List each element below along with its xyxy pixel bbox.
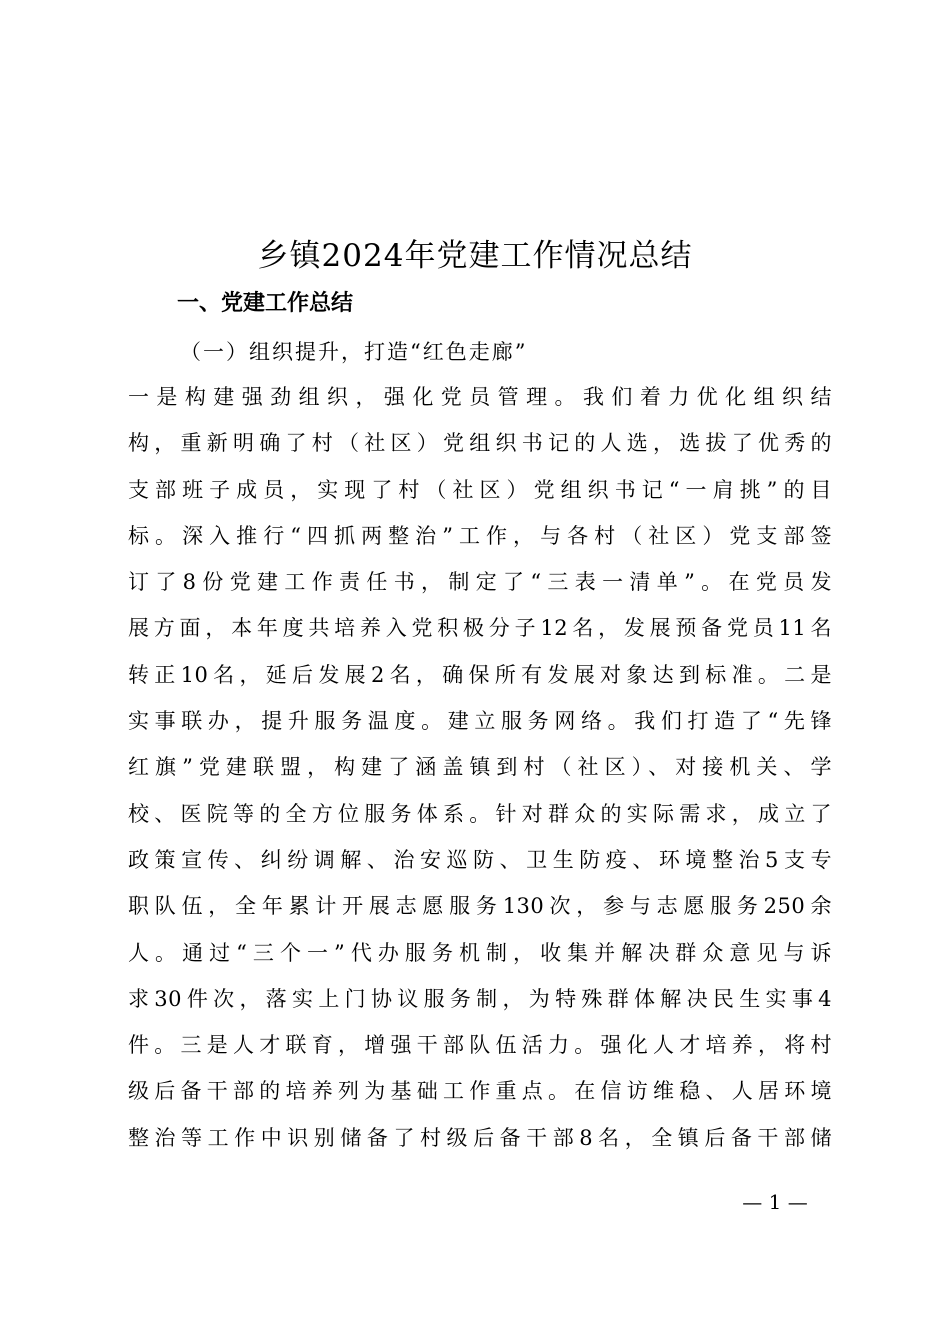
body-line: 支部班子成员，实现了村（社区）党组织书记“一肩挑”的目 — [128, 477, 832, 502]
body-line: 标。深入推行“四抓两整治”工作，与各村（社区）党支部签 — [128, 523, 832, 548]
body-paragraph — [128, 374, 832, 1161]
body-line: 订了8份党建工作责任书，制定了“三表一清单”。在党员发 — [128, 570, 832, 595]
body-line: 政策宣传、纠纷调解、治安巡防、卫生防疫、环境整治5支专 — [128, 847, 832, 872]
body-line: 求30件次，落实上门协议服务制，为特殊群体解决民生实事4 — [128, 986, 832, 1011]
body-line: 校、医院等的全方位服务体系。针对群众的实际需求，成立了 — [128, 801, 832, 826]
page-number: — 1 — — [742, 1190, 808, 1214]
body-line: 红旗”党建联盟，构建了涵盖镇到村（社区）、对接机关、学 — [128, 755, 832, 780]
body-line: 实事联办，提升服务温度。建立服务网络。我们打造了“先锋 — [128, 709, 832, 734]
body-line: 转正10名，延后发展2名，确保所有发展对象达到标准。二是 — [128, 662, 832, 687]
document-title: 乡镇2024年党建工作情况总结 — [257, 238, 693, 274]
subsection-heading: （一）组织提升，打造“红色走廊” — [180, 340, 528, 364]
body-line: 整治等工作中识别储备了村级后备干部8名，全镇后备干部储 — [128, 1125, 832, 1150]
body-line: 一是构建强劲组织，强化党员管理。我们着力优化组织结 — [128, 385, 832, 409]
body-line: 件。三是人才联育，增强干部队伍活力。强化人才培养，将村 — [128, 1033, 832, 1058]
body-line: 展方面，本年度共培养入党积极分子12名，发展预备党员11名 — [128, 616, 832, 641]
body-line: 人。通过“三个一”代办服务机制，收集并解决群众意见与诉 — [128, 940, 832, 965]
section-heading: 一、党建工作总结 — [177, 291, 354, 316]
body-line: 职队伍，全年累计开展志愿服务130次，参与志愿服务250余 — [128, 894, 832, 919]
body-line: 级后备干部的培养列为基础工作重点。在信访维稳、人居环境 — [128, 1079, 832, 1104]
body-line: 构，重新明确了村（社区）党组织书记的人选，选拔了优秀的 — [128, 431, 832, 456]
